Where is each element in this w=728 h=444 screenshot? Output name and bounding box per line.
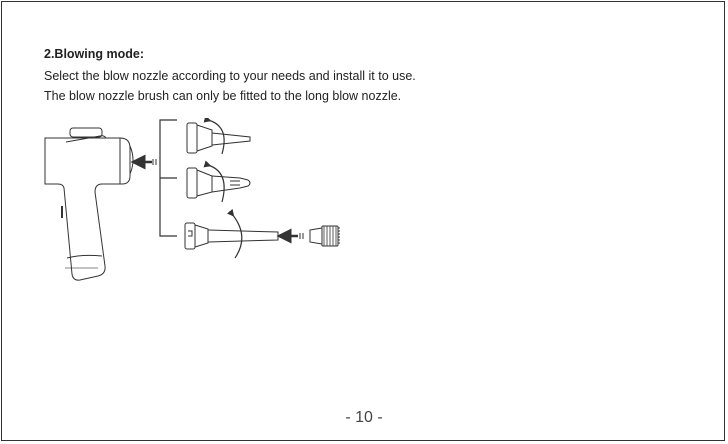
insert-arrow-device bbox=[138, 159, 156, 165]
section-heading: 2.Blowing mode: bbox=[44, 47, 144, 61]
page-number: - 10 - bbox=[345, 409, 383, 426]
instruction-line-1: Select the blow nozzle according to your needs and install it to use. bbox=[44, 69, 416, 83]
blower-device-drawing bbox=[45, 128, 133, 280]
flat-tip-nozzle-drawing bbox=[187, 165, 250, 202]
long-nozzle-drawing bbox=[185, 214, 278, 258]
short-nozzle-drawing bbox=[187, 120, 250, 154]
instruction-line-2: The blow nozzle brush can only be fitted to the long blow nozzle. bbox=[44, 89, 402, 103]
nozzle-illustration bbox=[40, 118, 360, 288]
nozzle-brush-drawing bbox=[310, 226, 340, 246]
insert-arrow-brush bbox=[284, 233, 303, 239]
selection-bracket bbox=[160, 120, 177, 236]
